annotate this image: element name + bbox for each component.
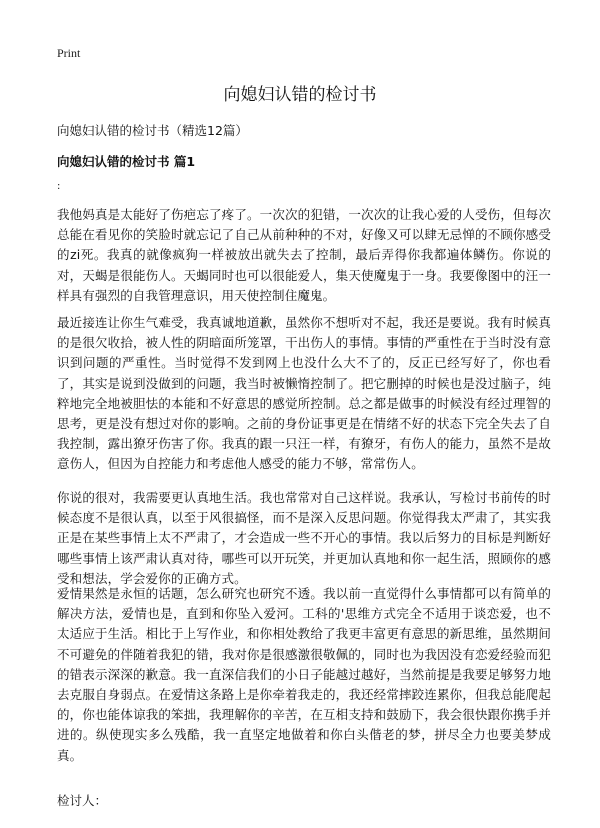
- bullet-mark: :: [57, 181, 61, 192]
- document-subtitle: 向媳妇认错的检讨书（精选12篇）: [57, 123, 248, 138]
- paragraph-2: 最近接连让你生气难受，我真诚地道歉，虽然你不想听对不起，我还是要说。我有时候真的是很欠收拾，被人性的阴暗面所笼罩，干出伤人的事情。事情的严重性在于当时没有意识到问题的严重性。当时觉得不发到网上也没什么大不了的，反正已经写好了，你也看了，其实是说到没做到的问题，我当时被懒惰控制了。把它删掉的时候也是没过脑子，纯粹地完全地被胆怯的本能和不好意思的感觉所控制。总之都是做事的时候没有经过理智的思考，更是没有想过对你的影响。之前的身份证事更是在情绪不好的状态下完全失去了自我控制，露出獠牙伤害了你。我真的跟一只汪一样，有獠牙，有伤人的能力，虽然不是故意伤人，但因为自控能力和考虑他人感受的能力不够，常常伤人。: [57, 315, 551, 472]
- paragraph-3: 你说的很对，我需要更认真地生活。我也常常对自己这样说。我承认，写检讨书前传的时候态度不是很认真，以至于风很搞怪，而不是深入反思问题。你觉得我太严肃了，其实我正是在某些事情上太不严肃了，才会造成一些不开心的事情。我以后努力的目标是判断好哪些事情上该严肃认真对待，哪些可以开玩笑，并更加认真地和你一起生活，照顾你的感受和想法，学会爱你的正确方式。: [57, 490, 551, 586]
- paragraph-4: 爱情果然是永恒的话题，怎么研究也研究不透。我以前一直觉得什么事情都可以有简单的解决方法，爱情也是，直到和你坠入爱河。工科的'思维方式完全不适用于谈恋爱，也不太适应于生活。相比于上写作业，和你相处教给了我更丰富更有意思的新思维，虽然期间不可避免的伴随着我犯的错，我对你是很感激很敬佩的，同时也为我因没有恋爱经验而犯的错表示深深的歉意。我一直深信我们的小日子能越过越好，当然前提是我要足够努力地去克服自身弱点。在爱情这条路上是你牵着我走的，我还经常摔跤连累你，但我总能爬起的，你也能体谅我的笨拙，我理解你的辛苦，在互相支持和鼓励下，我会很快跟你携手并进的。纵使现实多么残酷，我一直坚定地做着和你白头偕老的梦，拼尽全力也要美梦成真。: [57, 586, 551, 763]
- section-heading: 向媳妇认错的检讨书 篇1: [57, 154, 196, 169]
- paragraph-1: 我他妈真是太能好了伤疤忘了疼了。一次次的犯错，一次次的让我心爱的人受伤，但每次总能在看见你的笑脸时就忘记了自己从前种种的不对，好像又可以肆无忌惮的不顾你感受的zi死。我真的就像疯狗一样被放出就失去了控制，最后弄得你我都遍体鳞伤。你说的对，天蝎是很能伤人。天蝎同时也可以很能爱人，集天使魔鬼于一身。我要像图中的汪一样具有强烈的自我管理意识，用天使控制住魔鬼。: [57, 207, 551, 303]
- print-link[interactable]: Print: [57, 46, 81, 60]
- signer-label: 检讨人：: [57, 793, 108, 808]
- document-title: 向媳妇认错的检讨书: [223, 85, 377, 105]
